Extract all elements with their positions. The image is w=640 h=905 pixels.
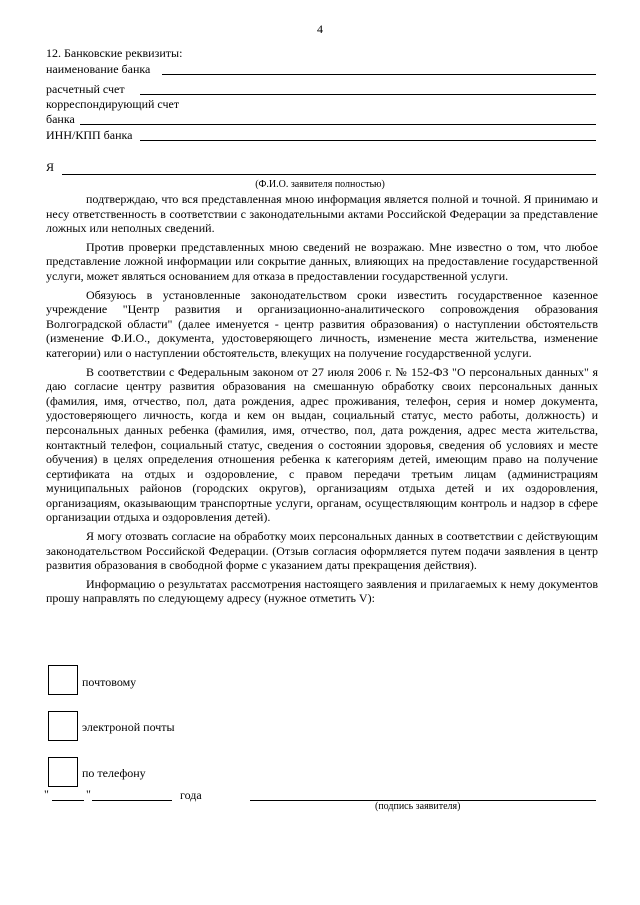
- corr-account-label-2: банка: [46, 112, 75, 126]
- applicant-prefix: Я: [46, 160, 55, 174]
- paragraph-no-objection: Против проверки представленных мною сведений не возражаю. Мне известно о том, что любое представление ложной информации или сокрытие данных, влияющих на предоставление государственной услуги, может являться основанием для отказа в предоставлении государственной услуги.: [46, 239, 598, 283]
- date-month-line[interactable]: [92, 800, 172, 801]
- email-label: электроной почты: [82, 720, 175, 734]
- account-line[interactable]: [140, 94, 596, 95]
- phone-label: по телефону: [82, 766, 146, 780]
- corr-account-label-1: корреспондирующий счет: [46, 97, 180, 111]
- bank-name-label: наименование банка: [46, 62, 151, 76]
- corr-account-line[interactable]: [80, 124, 596, 125]
- inn-line[interactable]: [140, 140, 596, 141]
- year-label: года: [180, 788, 202, 802]
- email-checkbox[interactable]: [48, 711, 78, 741]
- inn-label: ИНН/КПП банка: [46, 128, 133, 142]
- signature-caption: (подпись заявителя): [375, 801, 461, 812]
- paragraph-delivery: Информацию о результатах рассмотрения настоящего заявления и прилагаемых к нему документов прошу направлять по следующему адресу (нужное отметить V):: [46, 576, 598, 606]
- applicant-name-line[interactable]: [62, 174, 596, 175]
- date-day-line[interactable]: [52, 800, 84, 801]
- applicant-caption: (Ф.И.О. заявителя полностью): [255, 179, 385, 190]
- date-quote-open: ": [44, 787, 49, 801]
- paragraph-consent: В соответствии с Федеральным законом от 27 июля 2006 г. № 152-ФЗ "О персональных данных" я даю согласие центру развития образования на смешанную обработку своих персональных данных (фамилия, имя, отчество, пол, дата рождения, адрес проживания, телефон, серия и номер документа, удостоверяющего личность, когда и кем он выдан, социальный статус, место работы, должность) и персональных данных ребенка (фамилия, имя, отчество, пол, дата рождения, адрес места жительства, контактный телефон, социальный статус, сведения о состоянии здоровья, сведения об условиях и месте обучения) в целях определения отношения ребенка к категориям детей, имеющим право на получение сертификата на отдых и оздоровление, с правом передачи третьим лицам (администрациям муниципальных районов (городских округов), организациям отдыха детей и их оздоровления, организациям, оказывающим транспортные услуги, органам, осуществляющим контроль и надзор в сфере организации отдыха и оздоровления детей).: [46, 364, 598, 525]
- bank-name-line[interactable]: [162, 74, 596, 75]
- postal-checkbox[interactable]: [48, 665, 78, 695]
- bank-heading: 12. Банковские реквизиты:: [46, 46, 183, 60]
- paragraph-obligation: Обязуюсь в установленные законодательством сроки известить государственное казенное учреждение "Центр развития и организационно-аналитического сопровождения образования Волгоградской области" (далее именуется - центр развития образования) о наступлении обстоятельств (изменение Ф.И.О., документа, удостоверяющего личность, изменение места жительства, изменение категории) или о наступлении обстоятельств, влекущих на получение государственной услуги.: [46, 287, 598, 360]
- page-number: 4: [317, 22, 323, 36]
- date-quote-close: ": [86, 787, 91, 801]
- phone-checkbox[interactable]: [48, 757, 78, 787]
- declaration-text: [46, 192, 598, 610]
- postal-label: почтовому: [82, 675, 137, 689]
- paragraph-revoke: Я могу отозвать согласие на обработку моих персональных данных в соответствии с действующим законодательством Российской Федерации. (Отзыв согласия оформляется путем подачи заявления в центр развития образования в свободной форме с указанием даты прекращения действия).: [46, 529, 598, 573]
- account-label: расчетный счет: [46, 82, 125, 96]
- paragraph-confirm: подтверждаю, что вся представленная мною информация является полной и точной. Я принимаю и несу ответственность в соответствии с законодательными актами Российской Федерации за представление ложных или неполных сведений.: [46, 192, 598, 236]
